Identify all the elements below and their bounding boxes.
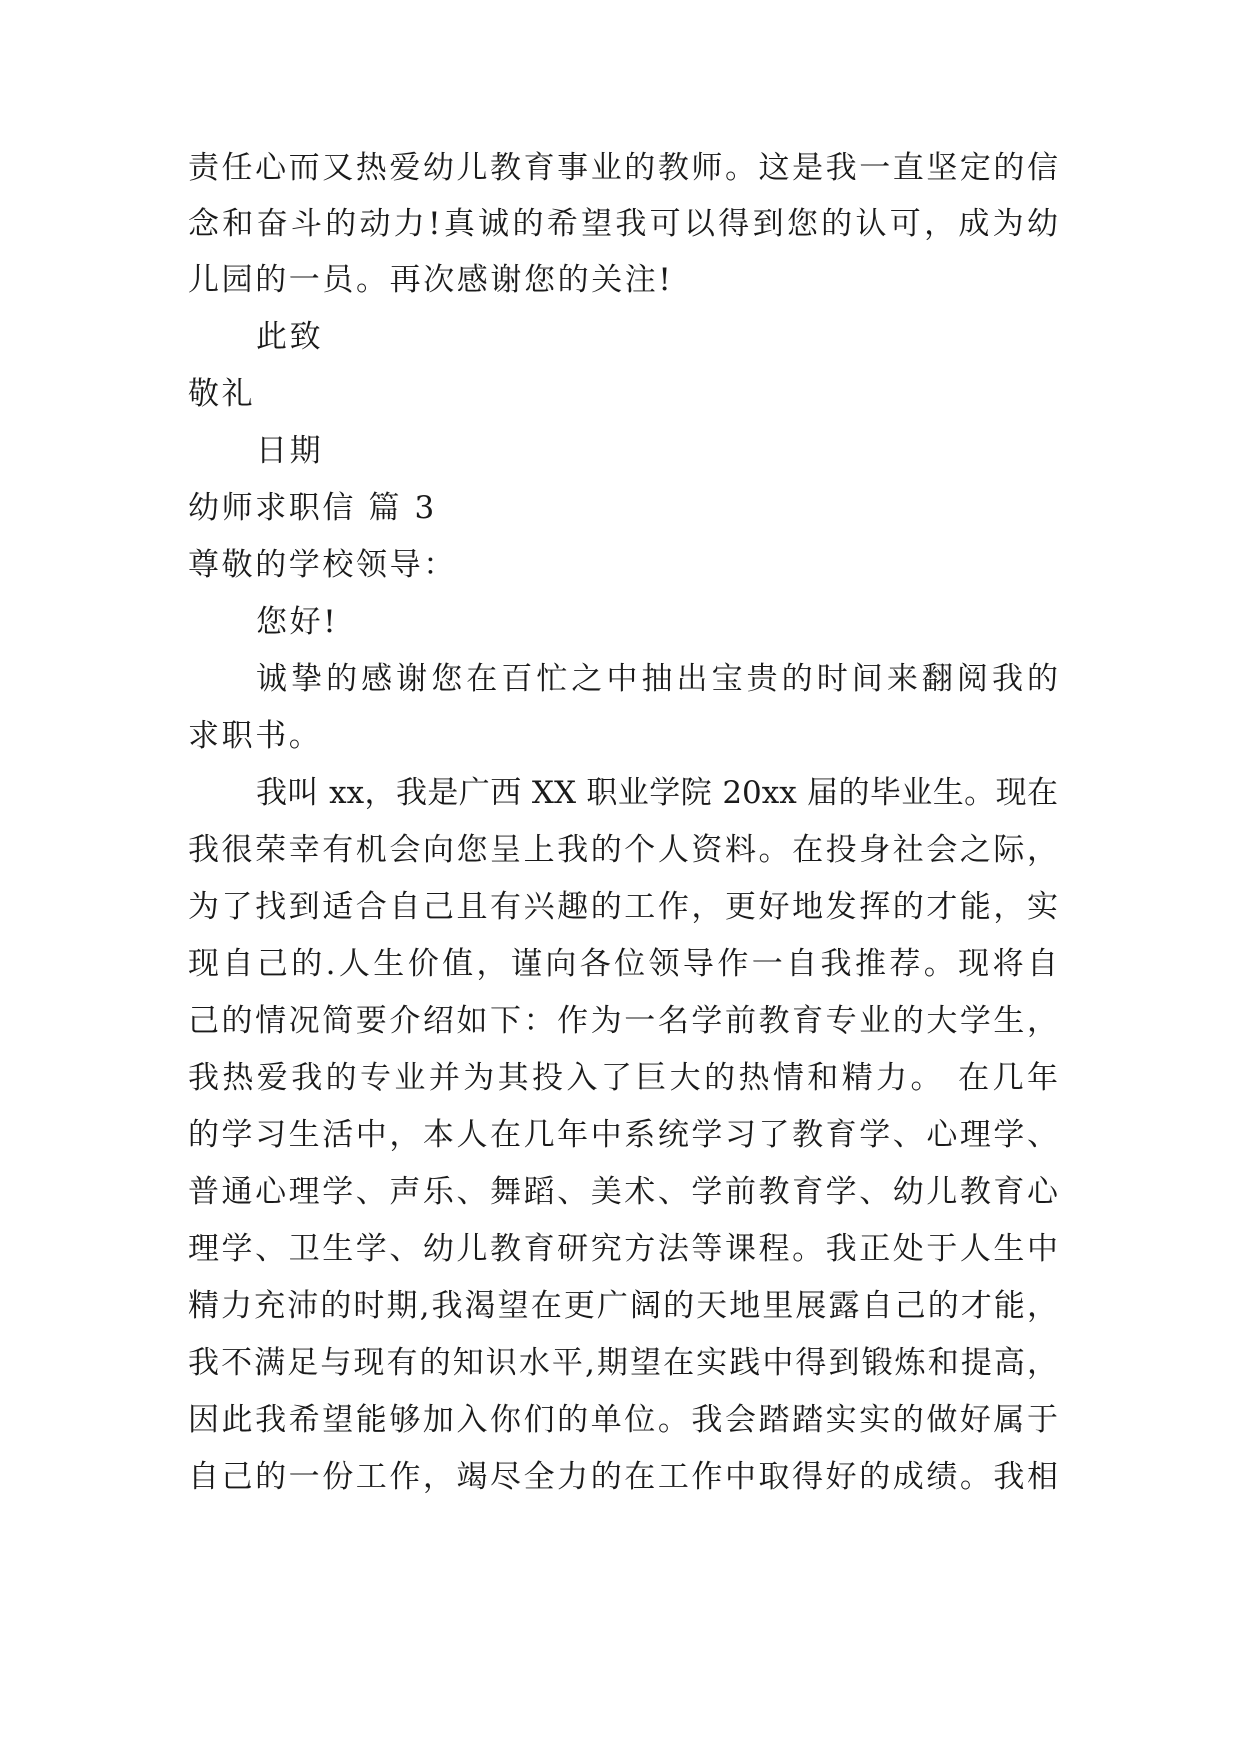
closing-phrase: 此致 [256,319,324,355]
paragraph-line: 因此我希望能够加入你们的单位。我会踏踏实实的做好属于 [188,1402,1058,1438]
paragraph-line: 责任心而又热爱幼儿教育事业的教师。这是我一直坚定的信 [188,150,1058,186]
paragraph-line: 诚挚的感谢您在百忙之中抽出宝贵的时间来翻阅我的 [256,661,1058,697]
paragraph-line: 念和奋斗的动力!真诚的希望我可以得到您的认可，成为幼 [188,206,1058,242]
paragraph-line: 我不满足与现有的知识水平,期望在实践中得到锻炼和提高， [188,1345,1058,1381]
paragraph-line: 我很荣幸有机会向您呈上我的个人资料。在投身社会之际， [188,832,1058,868]
paragraph-line: 求职书。 [188,718,323,754]
paragraph-line: 我热爱我的专业并为其投入了巨大的热情和精力。 在几年 [188,1060,1058,1096]
paragraph-line: 我叫 xx，我是广西 XX 职业学院 20xx 届的毕业生。现在 [256,775,1058,811]
paragraph-line: 为了找到适合自己且有兴趣的工作，更好地发挥的才能，实 [188,889,1058,925]
paragraph-line: 现自己的.人生价值，谨向各位领导作一自我推荐。现将自 [188,946,1058,982]
letter-salutation: 尊敬的学校领导： [188,547,457,583]
greeting: 您好! [256,604,339,640]
paragraph-line: 己的情况简要介绍如下：作为一名学前教育专业的大学生， [188,1003,1058,1039]
paragraph-line: 自己的一份工作，竭尽全力的在工作中取得好的成绩。我相 [188,1459,1058,1495]
paragraph-line: 精力充沛的时期,我渴望在更广阔的天地里展露自己的才能， [188,1288,1058,1324]
section-heading: 幼师求职信 篇 3 [188,490,437,526]
closing-salutation: 敬礼 [188,376,256,412]
paragraph-line: 理学、卫生学、幼儿教育研究方法等课程。我正处于人生中 [188,1231,1058,1267]
paragraph-line: 儿园的一员。再次感谢您的关注! [188,262,674,298]
paragraph-line: 的学习生活中，本人在几年中系统学习了教育学、心理学、 [188,1117,1058,1153]
date-label: 日期 [256,433,324,469]
paragraph-line: 普通心理学、声乐、舞蹈、美术、学前教育学、幼儿教育心 [188,1174,1058,1210]
